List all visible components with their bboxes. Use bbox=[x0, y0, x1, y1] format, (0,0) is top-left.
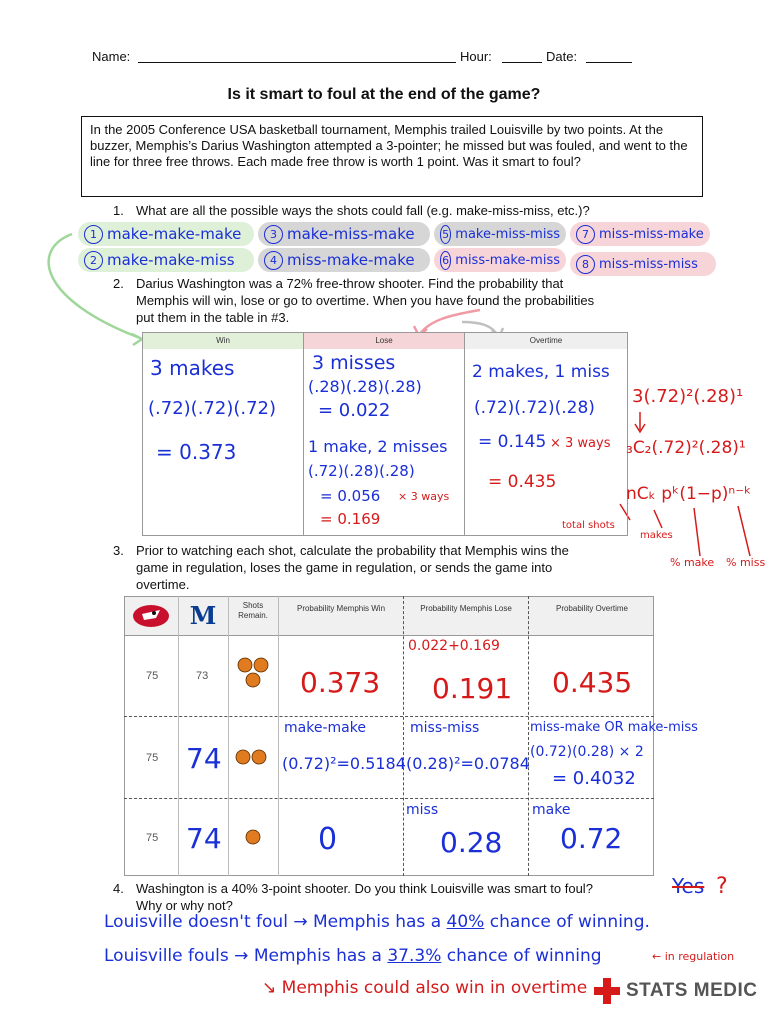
header-win: Win bbox=[143, 333, 303, 349]
row3-basketballs bbox=[244, 828, 262, 846]
side-note-1: 3(.72)²(.28)¹ bbox=[632, 386, 744, 407]
answer-note-text: in regulation bbox=[664, 950, 735, 963]
memphis-logo: M bbox=[189, 601, 217, 630]
outcome-label: miss-miss-make bbox=[599, 226, 704, 242]
row1-lose: 0.191 bbox=[432, 672, 513, 705]
outcome-number: 7 bbox=[576, 225, 595, 244]
answer-text: Louisville doesn't foul bbox=[104, 912, 288, 932]
row3-lose: 0.28 bbox=[440, 826, 503, 859]
lose-line1: 3 misses bbox=[312, 352, 396, 374]
lose-line6: = 0.056 bbox=[320, 487, 381, 505]
row3-lose-note: miss bbox=[406, 802, 439, 818]
row1-memphis-score: 73 bbox=[196, 670, 209, 682]
header-prob-ot: Probability Overtime bbox=[555, 604, 629, 613]
row2-ot-note: miss-make OR make-miss bbox=[530, 720, 698, 735]
row1-lose-note: 0.022+0.169 bbox=[408, 638, 500, 654]
q3-line1: Prior to watching each shot, calculate the probability that Memphis wins the bbox=[136, 543, 569, 558]
header-prob-win: Probability Memphis Win bbox=[296, 604, 386, 613]
lose-line4: 1 make, 2 misses bbox=[308, 437, 448, 456]
q3-line2: game in regulation, loses the game in regulation, or sends the game into bbox=[136, 560, 553, 575]
ot-line5: = 0.435 bbox=[488, 472, 557, 492]
q1-text: What are all the possible ways the shots could fall (e.g. make-miss-miss, etc.)? bbox=[136, 203, 590, 218]
q4-answer-mark: ? bbox=[716, 874, 728, 899]
outcome-label: miss-make-make bbox=[287, 251, 415, 269]
q4-answer-line1: Louisville doesn't foul → Memphis has a 40% chance of winning. bbox=[104, 912, 650, 932]
q2-line2: Memphis will win, lose or go to overtime. When you have found the probabilities bbox=[136, 293, 595, 308]
q4-line2: Why or why not? bbox=[136, 898, 233, 913]
lose-times3: × 3 ways bbox=[398, 490, 450, 503]
row3-ot-note: make bbox=[532, 802, 571, 818]
outcome-number: 1 bbox=[84, 225, 103, 244]
divider bbox=[178, 596, 179, 876]
header-overtime: Overtime bbox=[465, 333, 627, 349]
outcome-number: 4 bbox=[264, 251, 283, 270]
brand-name: STATS MEDIC bbox=[626, 980, 758, 1001]
q3-line3: overtime. bbox=[136, 577, 190, 592]
outcome-number: 2 bbox=[84, 251, 103, 270]
answer-text: Memphis could also win in overtime bbox=[281, 978, 588, 998]
lose-line3: = 0.022 bbox=[318, 400, 391, 421]
outcome-label: make-miss-miss bbox=[455, 226, 560, 242]
side-note-2: ₃C₂(.72)²(.28)¹ bbox=[626, 438, 746, 458]
row2-lose: (0.28)²=0.0784 bbox=[406, 754, 530, 773]
lose-line2: (.28)(.28)(.28) bbox=[308, 377, 422, 396]
row2-lose-note: miss-miss bbox=[410, 720, 480, 736]
divider bbox=[124, 635, 654, 636]
row2-ot2: = 0.4032 bbox=[552, 768, 636, 789]
row1-win: 0.373 bbox=[300, 666, 381, 699]
answer-text: Louisville fouls bbox=[104, 946, 229, 966]
q4-answer-line3: ↘ Memphis could also win in overtime bbox=[262, 978, 588, 998]
hour-label: Hour: bbox=[460, 49, 492, 64]
intro-text: In the 2005 Conference USA basketball tournament, Memphis trailed Louisville by two points. At the buzzer, Memphis’s Darius Washington attempted a 3-pointer; he missed but was fouled, and went to the line for three free throws. Each made free throw is worth 1 point. Was it smart to foul? bbox=[90, 122, 688, 169]
answer-text: chance of winning. bbox=[489, 912, 650, 932]
q3-number: 3. bbox=[113, 543, 124, 558]
outcome-label: make-make-miss bbox=[107, 251, 235, 269]
divider bbox=[464, 332, 465, 536]
outcome-number: 3 bbox=[264, 225, 283, 244]
row3-memphis-score: 74 bbox=[186, 822, 222, 855]
louisville-logo bbox=[130, 602, 172, 630]
q2-line1: Darius Washington was a 72% free-throw shooter. Find the probability that bbox=[136, 276, 564, 291]
answer-text: chance of winning bbox=[446, 946, 602, 966]
lose-line5: (.72)(.28)(.28) bbox=[308, 462, 415, 480]
row2-memphis-score: 74 bbox=[186, 742, 222, 775]
divider bbox=[303, 332, 304, 536]
row2-basketballs bbox=[234, 748, 270, 766]
lose-line8: = 0.169 bbox=[320, 510, 381, 528]
outcome-label: make-make-make bbox=[107, 225, 242, 243]
name-label: Name: bbox=[92, 49, 131, 64]
win-line1: 3 makes bbox=[150, 356, 235, 380]
answer-text: Memphis has a bbox=[253, 946, 382, 966]
q1-number: 1. bbox=[113, 203, 124, 218]
outcome-label: make-miss-make bbox=[287, 225, 415, 243]
row3-ot: 0.72 bbox=[560, 822, 623, 855]
ot-line3: = 0.145 bbox=[478, 432, 547, 452]
outcome-label: miss-make-miss bbox=[455, 252, 560, 268]
outcome-number: 6 bbox=[440, 251, 451, 270]
divider bbox=[124, 798, 654, 799]
q4-number: 4. bbox=[113, 881, 124, 896]
side-note-total: total shots bbox=[562, 520, 615, 531]
divider bbox=[124, 716, 654, 717]
q4-answer-note: ← in regulation bbox=[652, 950, 735, 963]
ot-times3: × 3 ways bbox=[550, 436, 611, 451]
divider bbox=[278, 596, 279, 876]
win-line2: (.72)(.72)(.72) bbox=[148, 398, 277, 419]
side-note-3: nCₖ pᵏ(1−p)ⁿ⁻ᵏ bbox=[626, 484, 752, 504]
row2-louisville-score: 75 bbox=[146, 752, 159, 764]
header-prob-lose: Probability Memphis Lose bbox=[420, 604, 512, 613]
divider bbox=[228, 596, 229, 876]
answer-pct: 40% bbox=[446, 912, 485, 932]
header-shots: Shots Remain. bbox=[238, 601, 268, 620]
row2-win: (0.72)²=0.5184 bbox=[282, 754, 406, 773]
q4-line1: Washington is a 40% 3-point shooter. Do you think Louisville was smart to foul? bbox=[136, 881, 593, 896]
ot-line1: 2 makes, 1 miss bbox=[472, 362, 610, 382]
row1-ot: 0.435 bbox=[552, 666, 633, 699]
row2-ot: (0.72)(0.28) × 2 bbox=[530, 744, 644, 760]
divider bbox=[528, 596, 529, 876]
row3-louisville-score: 75 bbox=[146, 832, 159, 844]
cross-icon bbox=[594, 978, 620, 1004]
answer-pct: 37.3% bbox=[387, 946, 442, 966]
outcome-number: 5 bbox=[440, 225, 451, 244]
divider bbox=[403, 596, 404, 876]
q2-line3: put them in the table in #3. bbox=[136, 310, 290, 325]
answer-text: Memphis has a bbox=[313, 912, 442, 932]
row1-basketballs bbox=[236, 656, 272, 690]
page-title: Is it smart to foul at the end of the game? bbox=[227, 86, 541, 103]
row3-win: 0 bbox=[318, 822, 338, 857]
side-note-pct-miss: % miss bbox=[726, 556, 766, 569]
header-lose: Lose bbox=[304, 333, 464, 349]
outcome-number: 8 bbox=[576, 255, 595, 274]
outcome-label: miss-miss-miss bbox=[599, 256, 698, 272]
q4-answer-crossed: Yes bbox=[672, 874, 705, 898]
q2-number: 2. bbox=[113, 276, 124, 291]
ot-line2: (.72)(.72)(.28) bbox=[474, 398, 595, 418]
side-note-pct-make: % make bbox=[670, 556, 715, 569]
q4-answer-line2: Louisville fouls → Memphis has a 37.3% chance of winning bbox=[104, 946, 602, 966]
win-line3: = 0.373 bbox=[156, 440, 237, 464]
row2-win-note: make-make bbox=[284, 720, 366, 736]
date-label: Date: bbox=[546, 49, 578, 64]
side-note-makes: makes bbox=[640, 530, 673, 541]
row1-louisville-score: 75 bbox=[146, 670, 159, 682]
